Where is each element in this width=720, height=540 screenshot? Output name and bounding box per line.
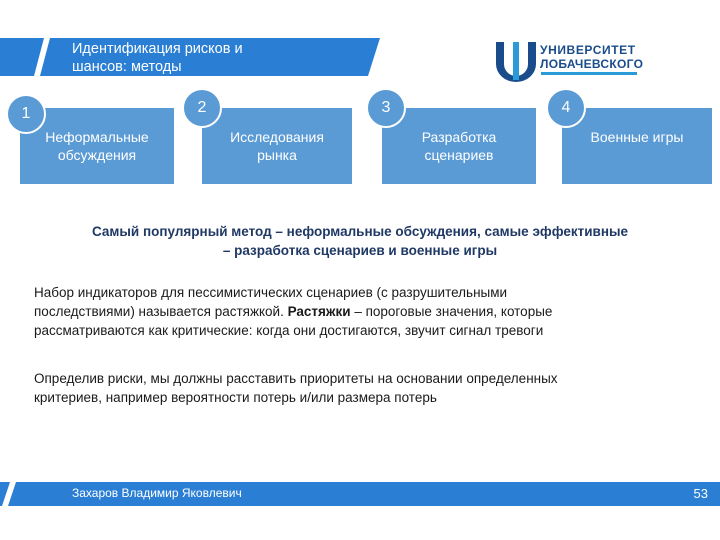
method-label-3 xyxy=(382,128,536,164)
paragraph1-line2-post: – пороговые значения, которые xyxy=(350,304,553,319)
method-label-1 xyxy=(20,128,174,164)
method-number-4: 4 xyxy=(546,88,586,128)
paragraph1-line2 xyxy=(34,302,694,321)
university-emblem-icon xyxy=(494,40,538,82)
footer-author: Захаров Владимир Яковлевич xyxy=(72,486,242,500)
method-label-4 xyxy=(562,128,712,146)
page-title xyxy=(72,40,372,76)
method-box-2 xyxy=(202,108,352,184)
method-label-2-line2: рынка xyxy=(257,147,297,163)
logo-text-line2: ЛОБАЧЕВСКОГО xyxy=(540,57,644,71)
summary-line1: Самый популярный метод – неформальные обсуждения, самые эффективные xyxy=(91,224,629,239)
page-title-line1: Идентификация рисков и xyxy=(72,41,243,57)
method-number-1: 1 xyxy=(6,94,46,134)
page-title-line2: шансов: методы xyxy=(72,59,182,75)
paragraph1-line2-pre: последствиями) называется растяжкой. xyxy=(34,304,288,319)
method-label-1-line2: обсуждения xyxy=(57,147,137,163)
paragraph2-line1: Определив риски, мы должны расставить приоритеты на основании определенных xyxy=(34,371,558,386)
method-number-2: 2 xyxy=(182,88,222,128)
method-label-2 xyxy=(202,128,352,164)
method-box-4 xyxy=(562,108,712,184)
logo-text-line1: УНИВЕРСИТЕТ xyxy=(540,43,636,57)
method-label-3-line2: сценариев xyxy=(424,147,494,163)
paragraph-priorities xyxy=(34,369,694,407)
summary-line2: – разработка сценариев и военные игры xyxy=(222,243,498,258)
method-label-4-line1: Военные игры xyxy=(590,129,684,145)
paragraph2-line2: критериев, например вероятности потерь и/или размера потерь xyxy=(34,390,437,405)
method-number-3: 3 xyxy=(366,88,406,128)
logo-tagline-bar xyxy=(541,72,637,75)
method-label-1-line1: Неформальные xyxy=(45,129,149,145)
method-label-2-line1: Исследования xyxy=(230,129,324,145)
paragraph1-line1: Набор индикаторов для пессимистических сценариев (с разрушительными xyxy=(34,285,508,300)
paragraph1-line3: рассматриваются как критические: когда они достигаются, звучит сигнал тревоги xyxy=(34,323,544,338)
paragraph1-line2-bold: Растяжки xyxy=(287,304,351,319)
page-number: 53 xyxy=(693,486,708,501)
paragraph-indicators xyxy=(34,283,694,340)
method-label-3-line1: Разработка xyxy=(421,129,497,145)
method-box-3 xyxy=(382,108,536,184)
summary-text xyxy=(30,222,690,260)
